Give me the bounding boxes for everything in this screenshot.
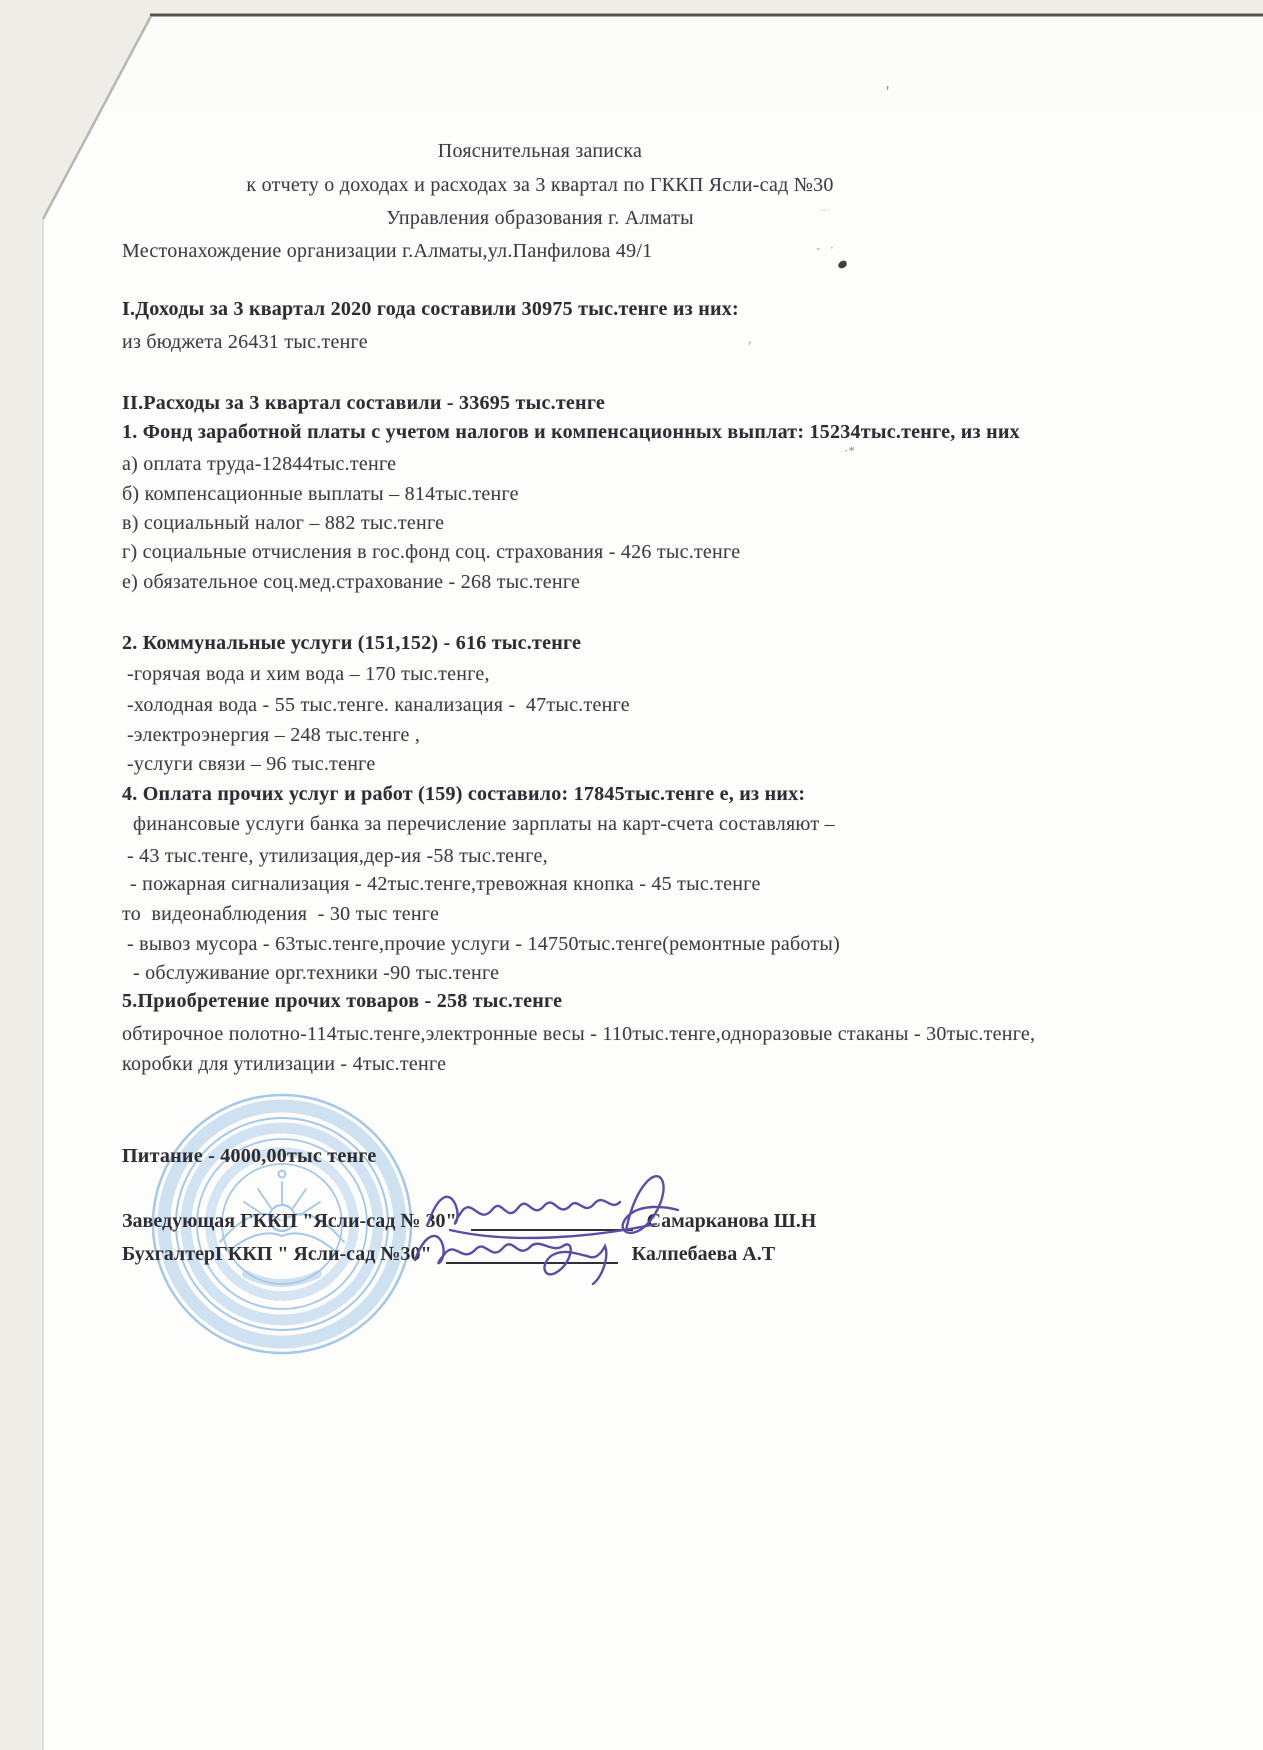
signature-row-accountant [122, 1236, 775, 1266]
doc-title-line-3: Управления образования г. Алматы [386, 207, 694, 229]
expense-section-title: II.Расходы за 3 квартал составили - 33695 тыс.тенге [122, 392, 606, 414]
subsection-4-item: финансовые услуги банка за перечисление зарплаты на карт-счета составляют – [133, 813, 835, 835]
doc-title-line-2: к отчету о доходах и расходах за 3 квартал по ГККП Ясли-сад №30 [246, 174, 834, 196]
income-section-title: I.Доходы за 3 квартал 2020 года составили 30975 тыс.тенге из них: [122, 298, 739, 320]
stamp-emblem-star [279, 1171, 286, 1178]
location-line: Местонахождение организации г.Алматы,ул.Панфилова 49/1 [122, 240, 653, 262]
doc-title-line-1: Пояснительная записка [437, 140, 643, 162]
subsection-2-item: -услуги связи – 96 тыс.тенге [127, 753, 376, 775]
scan-artifact: ~· [820, 203, 831, 217]
subsection-2-item: -электроэнергия – 248 тыс.тенге , [127, 724, 421, 746]
subsection-1-item: б) компенсационные выплаты – 814тыс.тенге [122, 483, 519, 505]
signature-line [446, 1240, 618, 1264]
signature-role: Заведующая ГККП "Ясли-сад № 30" [122, 1210, 457, 1232]
subsection-1-item: в) социальный налог – 882 тыс.тенге [122, 512, 445, 534]
signature-row-director [122, 1203, 816, 1233]
subsection-5-item: коробки для утилизации - 4тыс.тенге [122, 1053, 447, 1075]
scan-artifact: , [748, 332, 752, 347]
subsection-2-item: -холодная вода - 55 тыс.тенге. канализация - 47тыс.тенге [127, 694, 630, 716]
scan-artifact: ' [886, 82, 890, 102]
subsection-4-title: 4. Оплата прочих услуг и работ (159) составило: 17845тыс.тенге е, из них: [122, 783, 806, 805]
subsection-4-item: - обслуживание орг.техники -90 тыс.тенге [133, 962, 500, 984]
subsection-1-title: 1. Фонд заработной платы с учетом налогов и компенсационных выплат: 15234тыс.тенге, из них [122, 421, 1020, 443]
subsection-4-item: то видеонаблюдения - 30 тыс тенге [122, 903, 440, 925]
stamp-emblem-banner [246, 1274, 318, 1283]
subsection-2-title: 2. Коммунальные услуги (151,152) - 616 тыс.тенге [122, 632, 582, 654]
scan-artifact: ·* [844, 443, 855, 458]
signature-role: БухгалтерГККП " Ясли-сад №30" [122, 1243, 432, 1265]
subsection-5-item: обтирочное полотно-114тыс.тенге,электронные весы - 110тыс.тенге,одноразовые стаканы - 30тыс.тенге, [122, 1023, 1036, 1045]
subsection-4-item: - 43 тыс.тенге, утилизация,дер-ия -58 тыс.тенге, [127, 845, 548, 867]
subsection-4-item: - вывоз мусора - 63тыс.тенге,прочие услуги - 14750тыс.тенге(ремонтные работы) [127, 933, 840, 955]
subsection-1-item: г) социальные отчисления в гос.фонд соц. страхования - 426 тыс.тенге [122, 541, 741, 563]
subsection-1-item: е) обязательное соц.мед.страхование - 268 тыс.тенге [122, 571, 581, 593]
food-line: Питание - 4000,00тыс тенге [122, 1145, 377, 1167]
subsection-1-item: а) оплата труда-12844тыс.тенге [122, 453, 397, 475]
signature-name: Калпебаева А.Т [631, 1243, 776, 1265]
signature-name: Самарканова Ш.Н [646, 1210, 817, 1232]
signature-line [471, 1207, 633, 1231]
subsection-5-title: 5.Приобретение прочих товаров - 258 тыс.тенге [122, 990, 563, 1012]
income-item: из бюджета 26431 тыс.тенге [122, 331, 368, 353]
subsection-4-item: - пожарная сигнализация - 42тыс.тенге,тревожная кнопка - 45 тыс.тенге [130, 873, 761, 895]
subsection-2-item: -горячая вода и хим вода – 170 тыс.тенге, [127, 663, 490, 685]
scan-artifact: - · [816, 240, 837, 255]
